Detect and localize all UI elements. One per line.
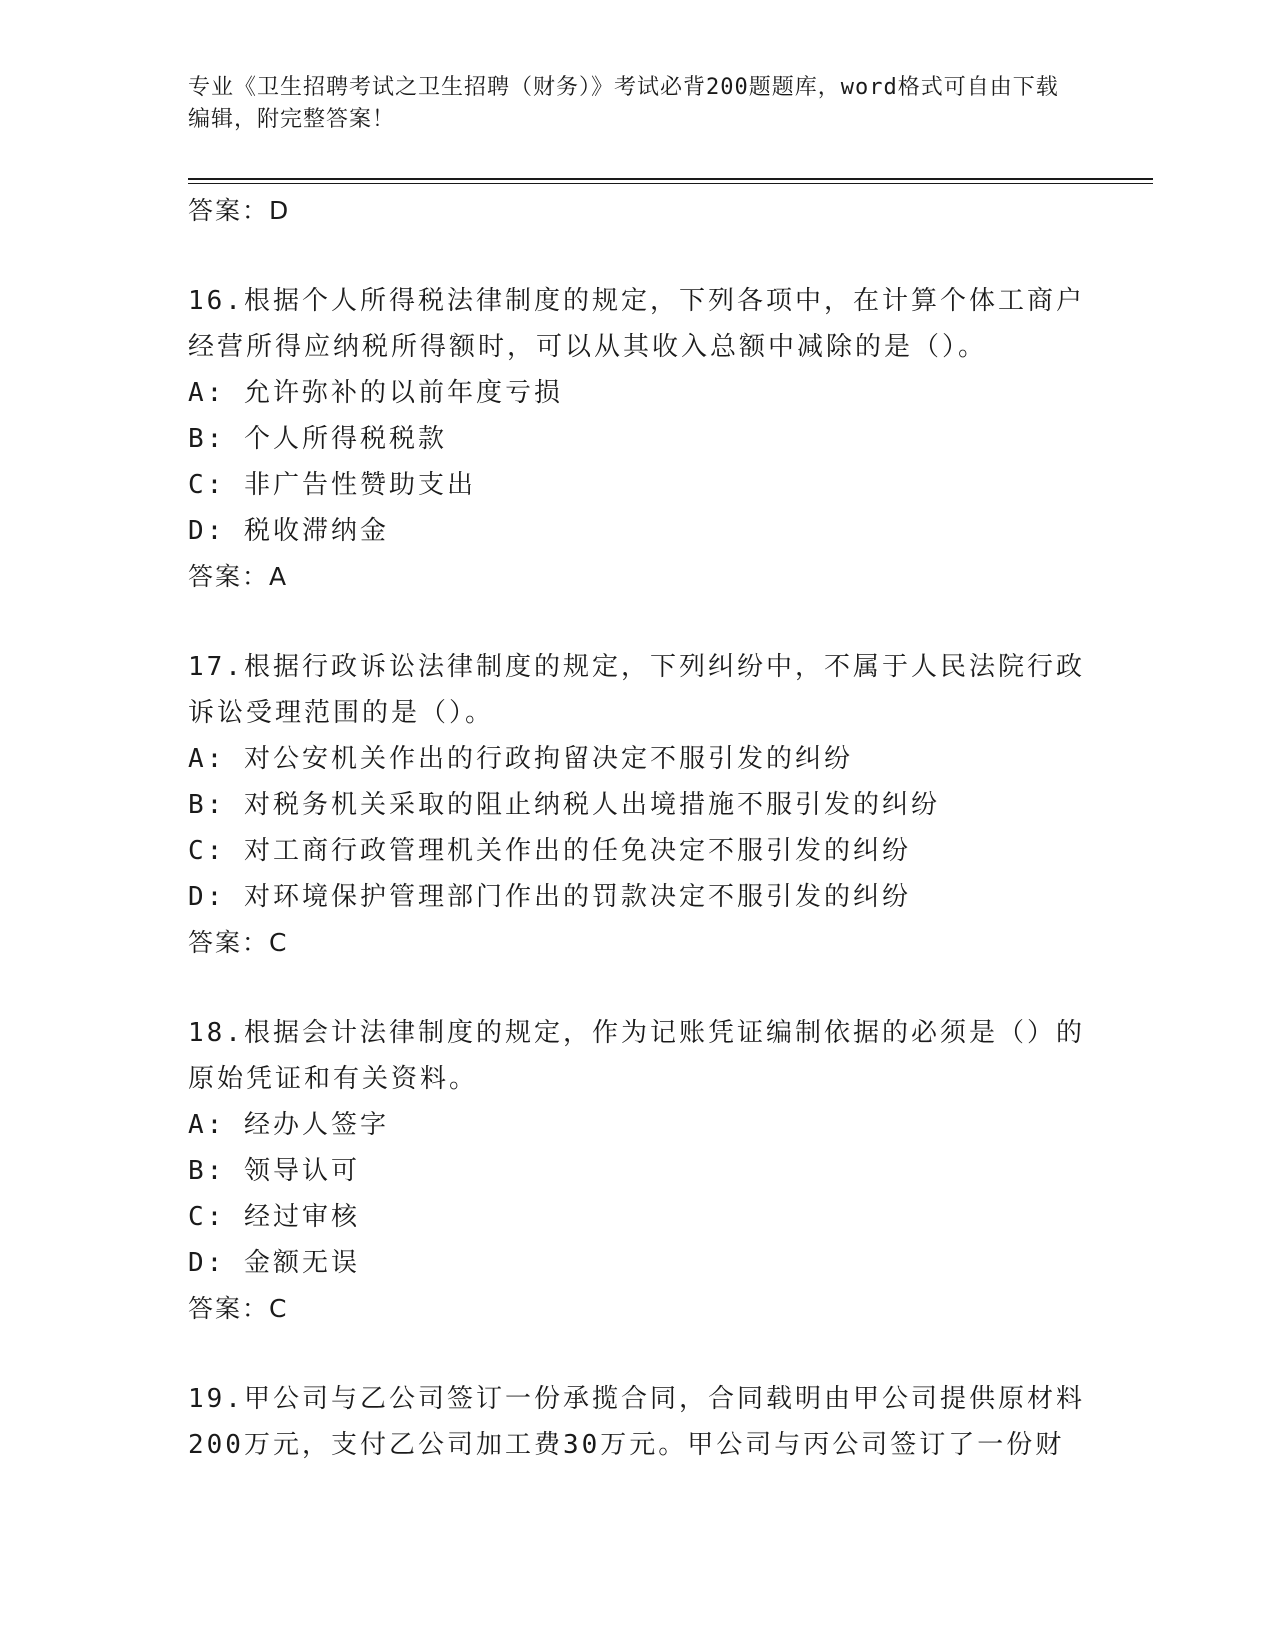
option-a: A: 经办人签字 [188, 1110, 389, 1140]
question-17 [188, 644, 1088, 966]
question-stem: 17.根据行政诉讼法律制度的规定，下列纠纷中，不属于人民法院行政诉讼受理范围的是（）。 [188, 652, 1085, 728]
answer-line: 答案：A [188, 562, 289, 591]
option-a: A: 对公安机关作出的行政拘留决定不服引发的纠纷 [188, 744, 853, 774]
document-header: 专业《卫生招聘考试之卫生招聘（财务）》考试必背200题题库，word格式可自由下载编辑，附完整答案！ [188, 75, 1059, 132]
question-19 [188, 1376, 1088, 1468]
option-b: B: 领导认可 [188, 1156, 360, 1186]
option-d: D: 金额无误 [188, 1248, 360, 1278]
question-stem: 18.根据会计法律制度的规定，作为记账凭证编制依据的必须是（）的原始凭证和有关资料。 [188, 1018, 1085, 1094]
option-c: C: 非广告性赞助支出 [188, 470, 476, 500]
question-stem: 19.甲公司与乙公司签订一份承揽合同，合同载明由甲公司提供原材料200万元，支付乙公司加工费30万元。甲公司与丙公司签订了一份财 [188, 1384, 1085, 1460]
header-divider-thin [188, 183, 1153, 184]
option-c: C: 对工商行政管理机关作出的任免决定不服引发的纠纷 [188, 836, 911, 866]
question-list [188, 188, 1088, 1468]
answer-line: 答案：C [188, 1294, 289, 1323]
question-18 [188, 1010, 1088, 1332]
question-stem: 16.根据个人所得税法律制度的规定，下列各项中，在计算个体工商户经营所得应纳税所得额时，可以从其收入总额中减除的是（）。 [188, 286, 1085, 362]
option-d: D: 对环境保护管理部门作出的罚款决定不服引发的纠纷 [188, 882, 911, 912]
option-a: A: 允许弥补的以前年度亏损 [188, 378, 563, 408]
header-divider [188, 178, 1153, 180]
option-d: D: 税收滞纳金 [188, 516, 389, 546]
option-b: B: 个人所得税税款 [188, 424, 447, 454]
option-b: B: 对税务机关采取的阻止纳税人出境措施不服引发的纠纷 [188, 790, 940, 820]
question-16 [188, 278, 1088, 600]
answer-line: 答案：C [188, 928, 289, 957]
answer-line: 答案：D [188, 196, 291, 225]
option-c: C: 经过审核 [188, 1202, 360, 1232]
